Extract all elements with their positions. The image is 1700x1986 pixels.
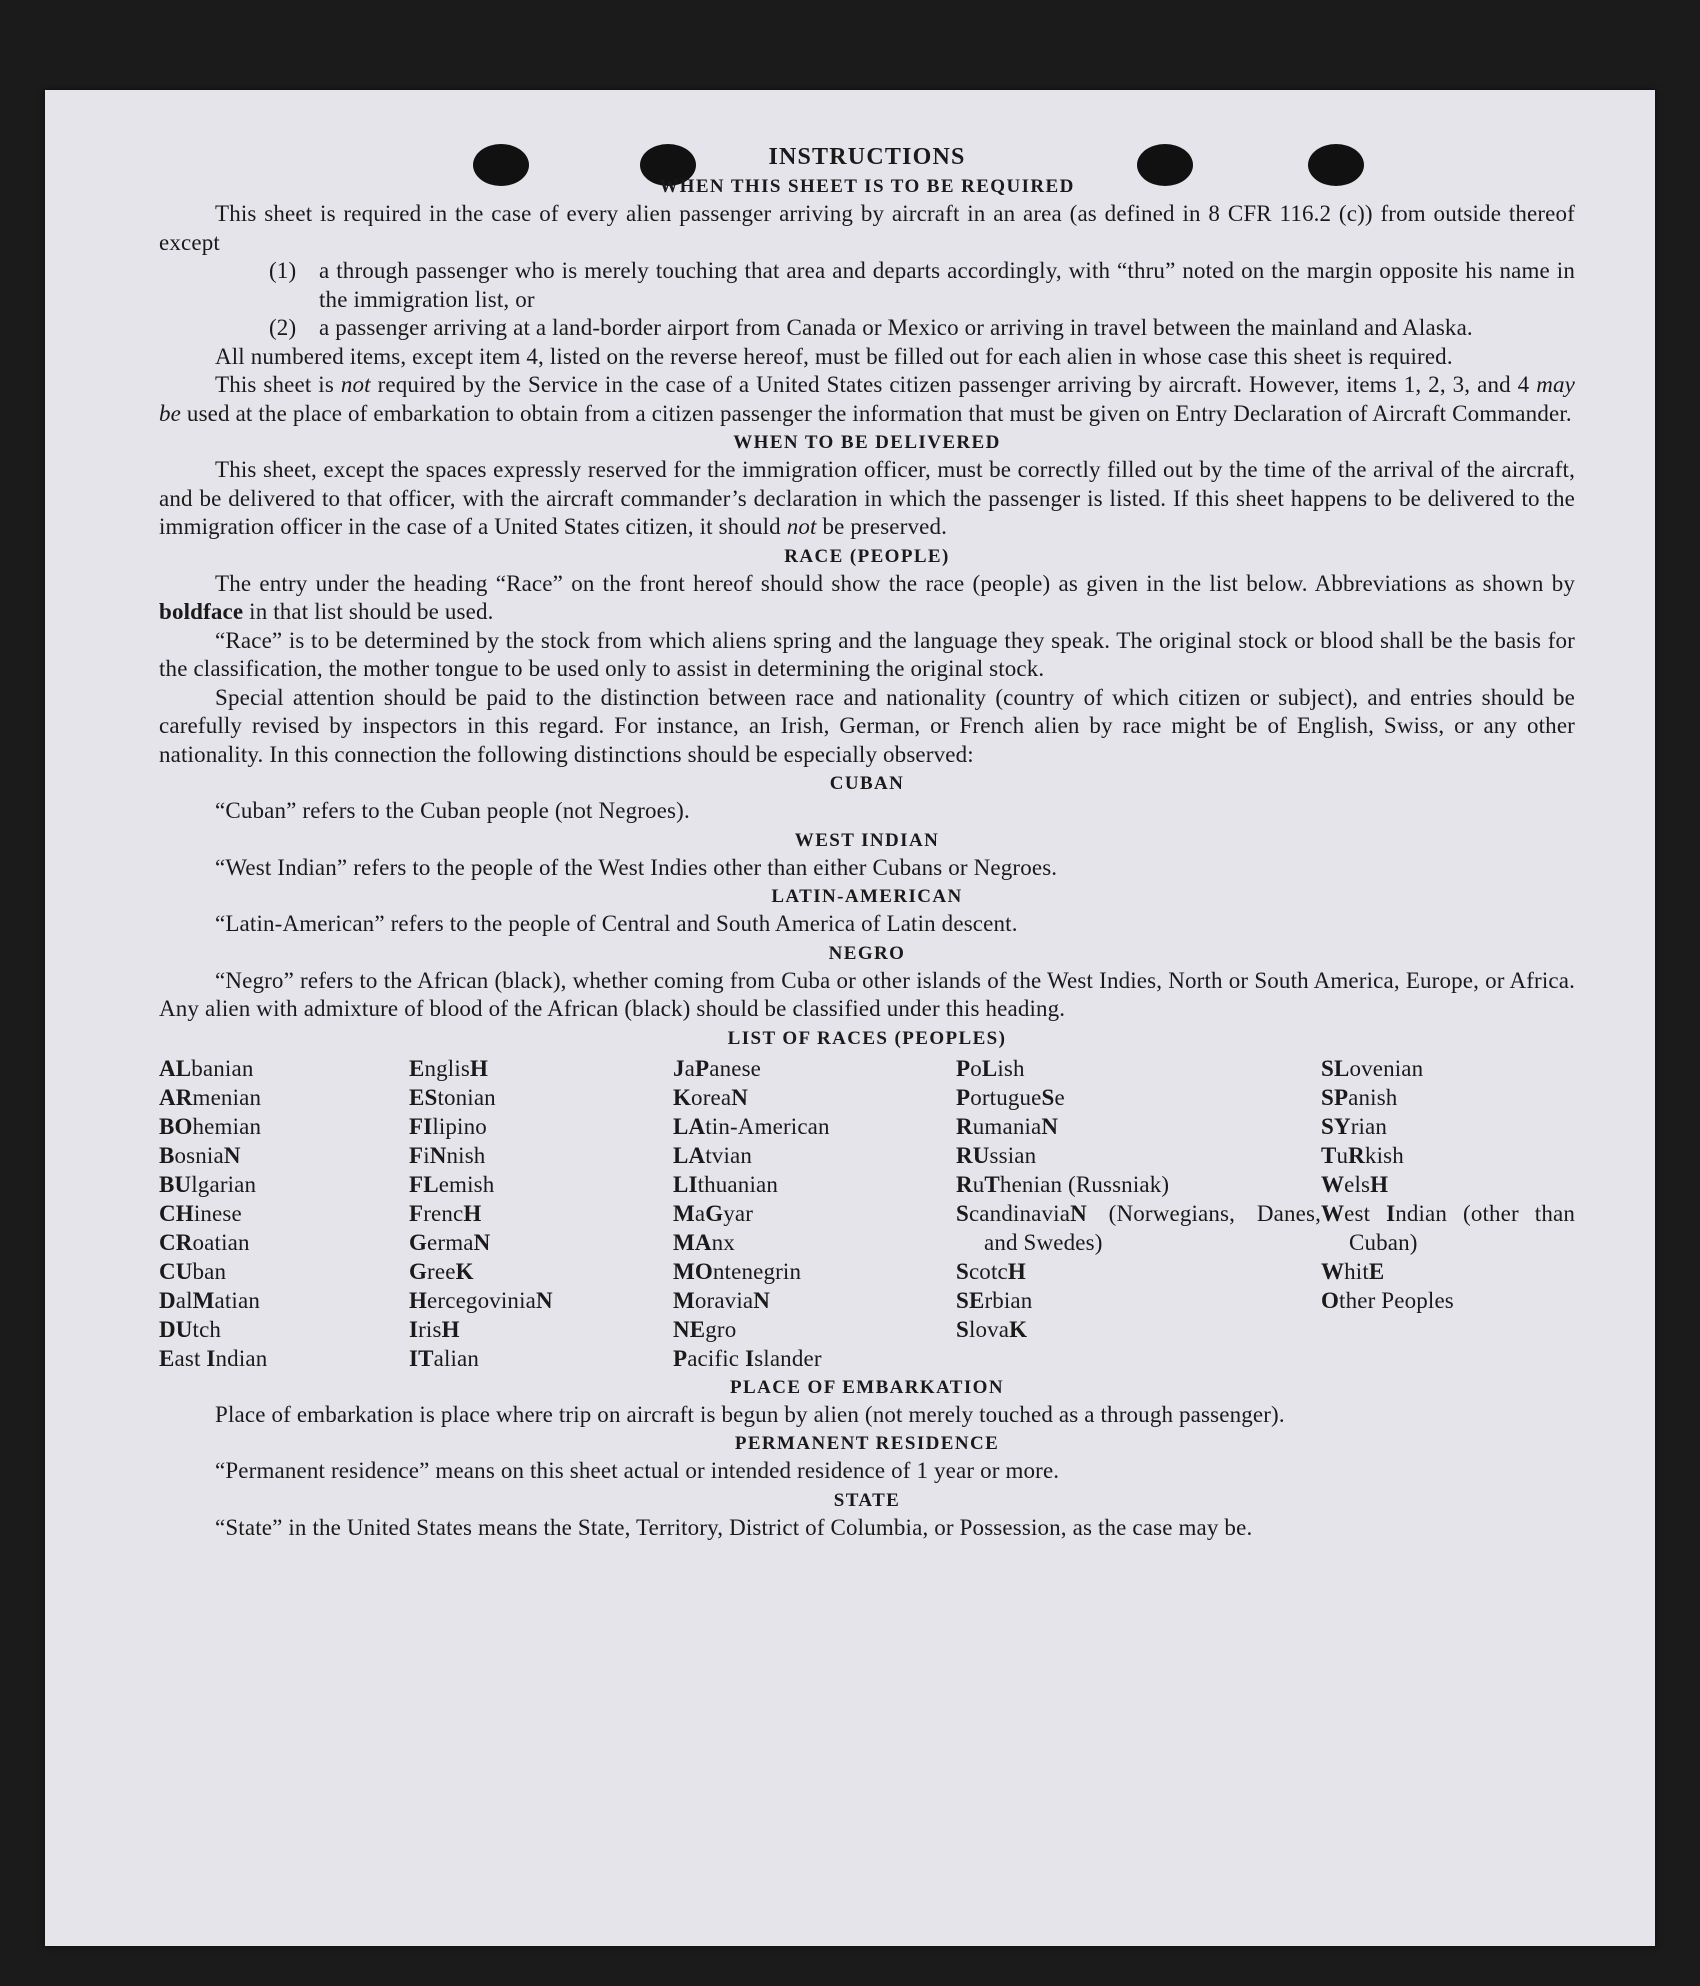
race-abbreviation: N (1070, 1200, 1087, 1226)
heading-when-required: WHEN THIS SHEET IS TO BE REQUIRED (659, 176, 1075, 197)
race-entry (956, 1286, 1321, 1315)
race-abbreviation: NE (673, 1316, 706, 1342)
race-text: menian (192, 1084, 262, 1110)
race-abbreviation: I (1386, 1200, 1396, 1226)
race-entry (159, 1083, 409, 1112)
heading-negro: NEGRO (828, 942, 906, 964)
paragraph: “Latin-American” refers to the people of Central and South America of Latin descent. (215, 911, 1018, 936)
text-run: used at the place of embarkation to obtain from a citizen passenger the information that must be given on Entry Declaration of Aircraft Commander. (181, 400, 1572, 426)
race-text: inese (193, 1200, 242, 1226)
race-text: a (684, 1055, 696, 1081)
exception-item (269, 257, 1575, 314)
race-text: hemian (192, 1113, 262, 1139)
race-entry (956, 1054, 1321, 1083)
race-abbreviation: T (1321, 1142, 1337, 1168)
paragraph: “West Indian” refers to the people of the West Indies other than either Cubans or Negroes. (215, 854, 1058, 880)
paragraph (159, 456, 1575, 542)
heading-place-of-embarkation: PLACE OF EMBARKATION (730, 1376, 1004, 1398)
race-column (409, 1054, 673, 1373)
heading-cuban: CUBAN (829, 773, 905, 794)
paragraph: “Negro” refers to the African (black), whether coming from Cuba or other islands of the West Indies, North or South America, Europe, or Africa. Any alien with admixture of blood of the African (black) should be classified under this heading. (159, 967, 1575, 1021)
race-entry (409, 1286, 673, 1315)
item-number: (2) (269, 315, 297, 340)
race-entry (673, 1083, 956, 1112)
race-entry (409, 1228, 673, 1257)
race-entry (159, 1054, 409, 1083)
race-abbreviation: ES (409, 1084, 438, 1110)
race-text: nglis (424, 1055, 470, 1081)
race-abbreviation: N (535, 1287, 553, 1313)
race-abbreviation: J (673, 1055, 685, 1081)
race-text: erma (427, 1229, 474, 1255)
race-text: tvian (705, 1142, 753, 1168)
race-abbreviation: I (745, 1345, 755, 1371)
heading-permanent-residence: PERMANENT RESIDENCE (734, 1433, 1000, 1454)
race-entry (409, 1344, 673, 1373)
race-text: u (1336, 1142, 1349, 1168)
race-entry (956, 1199, 1321, 1257)
race-list (159, 1054, 1575, 1373)
race-text: ndian (other than Cuban) (1349, 1200, 1575, 1255)
race-text: yar (723, 1200, 754, 1226)
race-entry (673, 1141, 956, 1170)
race-abbreviation: DU (159, 1316, 193, 1342)
race-abbreviation: S (1041, 1084, 1055, 1110)
race-abbreviation: N (731, 1084, 748, 1110)
race-abbreviation: CU (159, 1258, 193, 1284)
race-text: ish (997, 1055, 1025, 1081)
race-abbreviation: H (1007, 1258, 1026, 1284)
race-abbreviation: N (429, 1142, 447, 1168)
race-entry (1321, 1286, 1575, 1315)
text-run: be preserved. (816, 514, 948, 539)
race-entry (673, 1199, 956, 1228)
race-text: ntenegrin (712, 1258, 802, 1284)
race-entry (409, 1054, 673, 1083)
race-abbreviation: SY (1321, 1113, 1351, 1139)
race-abbreviation: K (1009, 1316, 1028, 1342)
paragraph: All numbered items, except item 4, listed on the reverse hereof, must be filled out for each alien in whose case this sheet is required. (215, 343, 1453, 369)
race-abbreviation: CR (159, 1229, 193, 1255)
race-entry (159, 1286, 409, 1315)
race-entry (673, 1257, 956, 1286)
race-abbreviation: B (159, 1142, 175, 1168)
race-text: emish (438, 1171, 495, 1197)
race-abbreviation: CH (159, 1200, 194, 1226)
race-text: lipino (432, 1113, 487, 1139)
race-abbreviation: R (1348, 1142, 1365, 1168)
race-abbreviation: N (223, 1142, 241, 1168)
race-text: lgarian (191, 1171, 257, 1197)
race-text: tonian (437, 1084, 496, 1110)
race-entry (956, 1315, 1321, 1344)
race-entry (159, 1257, 409, 1286)
race-entry (673, 1170, 956, 1199)
race-abbreviation: D (159, 1287, 176, 1313)
item-text: a through passenger who is merely touching that area and departs accordingly, with “thru” noted on the margin opposite his name in the immigration list, or (319, 258, 1575, 312)
race-column (1321, 1054, 1575, 1373)
race-abbreviation: IT (409, 1345, 434, 1371)
race-text: henian (Russniak) (999, 1171, 1170, 1197)
race-entry (673, 1315, 956, 1344)
race-entry (409, 1083, 673, 1112)
race-abbreviation: G (409, 1229, 428, 1255)
race-column (159, 1054, 409, 1373)
race-text: ercegovinia (427, 1287, 536, 1313)
race-abbreviation: M (673, 1200, 695, 1226)
race-text: ssian (989, 1142, 1037, 1168)
race-text: renc (423, 1200, 464, 1226)
text-run: The entry under the heading “Race” on the front hereof should show the race (people) as given in the list below. Abbreviations as shown by (215, 570, 1575, 596)
race-text: alian (433, 1345, 480, 1371)
race-text: umania (972, 1113, 1042, 1139)
race-abbreviation: K (455, 1258, 474, 1284)
race-abbreviation: G (409, 1258, 428, 1284)
race-entry (409, 1170, 673, 1199)
race-abbreviation: LA (673, 1142, 706, 1168)
race-abbreviation: N (1041, 1113, 1059, 1139)
race-abbreviation: LI (673, 1171, 698, 1197)
race-abbreviation: P (695, 1055, 710, 1081)
race-abbreviation: R (956, 1171, 973, 1197)
race-entry (159, 1344, 409, 1373)
text-run: This sheet, except the spaces expressly reserved for the immigration officer, must be correctly filled out by the time of the arrival of the aircraft, and be delivered to that officer, with the aircraft commander’s declaration in which the passenger is listed. If this sheet happens to be delivered to the immigration officer in the case of a United States citizen, it should (159, 457, 1575, 539)
race-entry (673, 1228, 956, 1257)
race-abbreviation: I (206, 1345, 216, 1371)
race-abbreviation: G (705, 1200, 724, 1226)
race-column (673, 1054, 956, 1373)
race-entry (1321, 1141, 1575, 1170)
race-abbreviation: R (956, 1113, 973, 1139)
race-text: candinavia (968, 1200, 1071, 1226)
race-text: anish (1348, 1084, 1398, 1110)
race-abbreviation: FI (409, 1113, 433, 1139)
race-entry (409, 1199, 673, 1228)
race-abbreviation: T (984, 1171, 1000, 1197)
heading-state: STATE (833, 1489, 901, 1511)
race-entry (1321, 1199, 1575, 1257)
race-abbreviation: E (1368, 1258, 1385, 1284)
race-entry (673, 1344, 956, 1373)
race-text: banian (191, 1055, 254, 1081)
race-text: oatian (192, 1229, 250, 1255)
race-abbreviation: O (1321, 1287, 1340, 1313)
race-abbreviation: S (956, 1258, 969, 1284)
race-abbreviation: W (1321, 1171, 1345, 1197)
race-entry (409, 1112, 673, 1141)
emphasis: not (786, 514, 817, 539)
race-text: est (1344, 1200, 1387, 1226)
race-text: ban (192, 1258, 227, 1284)
paragraph: “Permanent residence” means on this sheet actual or intended residence of 1 year or more. (215, 1458, 1060, 1483)
race-abbreviation: H (441, 1316, 460, 1342)
race-entry (673, 1112, 956, 1141)
race-entry (159, 1315, 409, 1344)
race-entry (159, 1228, 409, 1257)
race-text: e (1054, 1084, 1065, 1110)
race-abbreviation: L (981, 1055, 998, 1081)
race-entry (956, 1170, 1321, 1199)
heading-list-of-races: LIST OF RACES (PEOPLES) (727, 1027, 1007, 1049)
race-entry (1321, 1170, 1575, 1199)
text-run: This sheet is (215, 372, 341, 397)
race-text: ther Peoples (1339, 1287, 1454, 1313)
race-text: tin-American (705, 1113, 830, 1139)
race-text: slander (754, 1345, 822, 1371)
race-abbreviation: RU (956, 1142, 990, 1168)
emphasis: not (340, 372, 371, 397)
paragraph: This sheet is required in the case of every alien passenger arriving by aircraft in an area (as defined in 8 CFR 116.2 (c)) from outside thereof except (159, 201, 1575, 255)
race-entry (1321, 1112, 1575, 1141)
race-column (956, 1054, 1321, 1373)
race-abbreviation: P (956, 1055, 971, 1081)
instructions-content (159, 142, 1575, 1542)
race-abbreviation: S (956, 1200, 969, 1226)
race-text: tch (192, 1316, 222, 1342)
race-abbreviation: H (469, 1055, 489, 1081)
boldface-word: boldface (159, 599, 244, 624)
paragraph: “Cuban” refers to the Cuban people (not Negroes). (215, 798, 690, 823)
race-abbreviation: AR (159, 1084, 193, 1110)
race-text: els (1344, 1171, 1371, 1197)
heading-race: RACE (PEOPLE) (784, 545, 950, 567)
race-text: u (972, 1171, 985, 1197)
race-text: al (175, 1287, 193, 1313)
race-text: atian (214, 1287, 260, 1313)
race-abbreviation: BO (159, 1113, 193, 1139)
race-text: acific (687, 1345, 746, 1371)
instruction-sheet (45, 90, 1655, 1946)
race-entry (409, 1257, 673, 1286)
race-abbreviation: H (1370, 1171, 1389, 1197)
race-abbreviation: SP (1321, 1084, 1349, 1110)
race-entry (673, 1286, 956, 1315)
race-text: ast (174, 1345, 207, 1371)
race-entry (159, 1170, 409, 1199)
text-run: required by the Service in the case of a United States citizen passenger arriving by aircraft. However, items 1, 2, 3, and 4 (370, 372, 1537, 397)
race-text: cotc (968, 1258, 1008, 1284)
heading-west-indian: WEST INDIAN (794, 829, 940, 851)
race-entry (956, 1083, 1321, 1112)
race-abbreviation: F (409, 1200, 424, 1226)
race-abbreviation: E (159, 1345, 175, 1371)
paragraph: Place of embarkation is place where trip on aircraft is begun by alien (not merely touched as a through passenger). (215, 1401, 1285, 1427)
race-text: a (694, 1200, 706, 1226)
heading-latin-american: LATIN-AMERICAN (771, 886, 963, 907)
race-entry (1321, 1257, 1575, 1286)
paragraph (159, 570, 1575, 627)
race-text: nish (446, 1142, 486, 1168)
race-text: i (423, 1142, 430, 1168)
race-abbreviation: P (956, 1084, 971, 1110)
heading-when-delivered: WHEN TO BE DELIVERED (733, 432, 1001, 453)
race-text: kish (1364, 1142, 1404, 1168)
paragraph: Special attention should be paid to the distinction between race and nationality (country of which citizen or subject), and entries should be carefully revised by inspectors in this regard. For instance, an Irish, German, or French alien by race might be of English, Swiss, or any other nationality. In this connection the following distinctions should be especially observed: (159, 684, 1575, 767)
race-abbreviation: W (1321, 1258, 1345, 1284)
race-text: orea (691, 1084, 732, 1110)
race-text: o (970, 1055, 982, 1081)
page-title: INSTRUCTIONS (768, 144, 966, 170)
race-text: ovenian (1349, 1055, 1424, 1081)
race-abbreviation: M (192, 1287, 215, 1313)
race-text: ree (427, 1258, 456, 1284)
race-text: rbian (984, 1287, 1033, 1313)
race-abbreviation: LA (673, 1113, 706, 1139)
race-abbreviation: P (673, 1345, 688, 1371)
race-text: hit (1344, 1258, 1369, 1284)
paragraph (159, 371, 1575, 428)
race-entry (1321, 1054, 1575, 1083)
race-text: ndian (215, 1345, 268, 1371)
race-text: rian (1350, 1113, 1388, 1139)
race-abbreviation: N (473, 1229, 491, 1255)
race-text: ris (418, 1316, 442, 1342)
race-entry (409, 1315, 673, 1344)
race-abbreviation: E (409, 1055, 425, 1081)
race-entry (956, 1257, 1321, 1286)
race-abbreviation: BU (159, 1171, 192, 1197)
race-abbreviation: SL (1321, 1055, 1350, 1081)
race-abbreviation: H (463, 1200, 482, 1226)
race-abbreviation: K (673, 1084, 692, 1110)
race-entry (159, 1141, 409, 1170)
race-entry (673, 1054, 956, 1083)
emphasis: may be (159, 372, 1575, 426)
race-abbreviation: SE (956, 1287, 985, 1313)
text-run: in that list should be used. (243, 599, 494, 624)
race-text: (Norwegians, Danes, and Swedes) (984, 1200, 1321, 1255)
race-abbreviation: AL (159, 1055, 192, 1081)
race-abbreviation: N (753, 1287, 770, 1313)
paragraph: “State” in the United States means the State, Territory, District of Columbia, or Possession, as the case may be. (215, 1514, 1253, 1540)
race-text: oravia (694, 1287, 754, 1313)
race-abbreviation: M (673, 1287, 695, 1313)
race-entry (409, 1141, 673, 1170)
item-number: (1) (269, 258, 297, 283)
race-text: nx (711, 1229, 735, 1255)
race-text: anese (709, 1055, 762, 1081)
exception-item (269, 314, 1575, 343)
race-abbreviation: H (409, 1287, 428, 1313)
race-text: gro (705, 1316, 737, 1342)
race-abbreviation: MO (673, 1258, 713, 1284)
race-entry (159, 1112, 409, 1141)
race-text: lova (968, 1316, 1010, 1342)
race-entry (159, 1199, 409, 1228)
item-text: a passenger arriving at a land-border airport from Canada or Mexico or arriving in travel between the mainland and Alaska. (319, 315, 1473, 340)
race-abbreviation: W (1321, 1200, 1345, 1226)
paragraph: “Race” is to be determined by the stock from which aliens spring and the language they speak. The original stock or blood shall be the basis for the classification, the mother tongue to be used only to assist in determining the original stock. (159, 627, 1575, 681)
race-text: thuanian (697, 1171, 778, 1197)
race-abbreviation: MA (673, 1229, 712, 1255)
race-text: ortugue (970, 1084, 1042, 1110)
race-entry (956, 1112, 1321, 1141)
race-abbreviation: FL (409, 1171, 439, 1197)
race-entry (956, 1141, 1321, 1170)
race-abbreviation: S (956, 1316, 969, 1342)
race-abbreviation: F (409, 1142, 424, 1168)
race-text: osnia (174, 1142, 224, 1168)
race-entry (1321, 1083, 1575, 1112)
race-abbreviation: I (409, 1316, 419, 1342)
